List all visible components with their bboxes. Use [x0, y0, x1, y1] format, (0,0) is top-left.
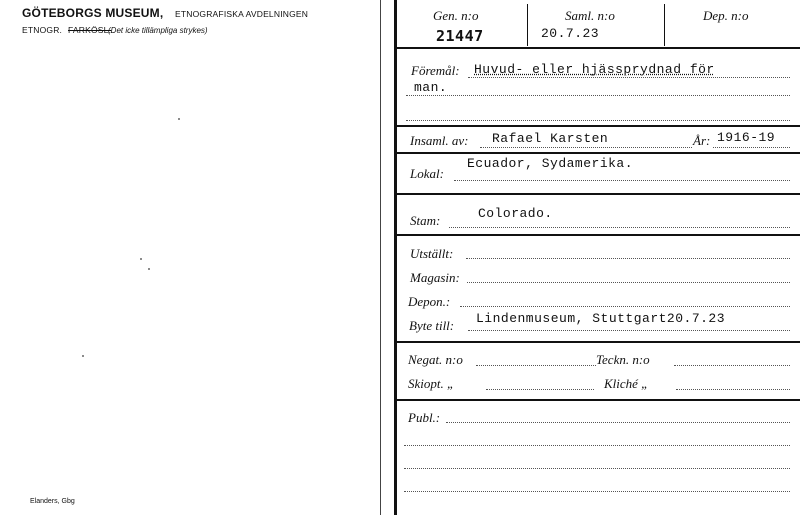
speck [178, 118, 180, 120]
saml-label: Saml. n:o [565, 8, 615, 23]
gen-saml-divider [527, 4, 528, 46]
divider [396, 152, 800, 154]
dotted-line [486, 389, 594, 390]
saml-dep-divider [664, 4, 665, 46]
speck [82, 355, 84, 357]
dotted-line [406, 95, 790, 96]
card-margin-rule [394, 0, 397, 515]
foremal-label: Föremål: [411, 63, 460, 78]
dotted-line [713, 147, 790, 148]
left-card-edge [380, 0, 381, 515]
speck [140, 258, 142, 260]
divider [396, 47, 800, 49]
lokal-label: Lokal: [410, 166, 444, 181]
dotted-line [676, 389, 790, 390]
depon-label: Depon.: [408, 294, 451, 309]
ar-label: År: [693, 133, 711, 148]
dotted-line [460, 306, 790, 307]
divider [396, 341, 800, 343]
skiopt-label: Skiopt. „ [408, 376, 455, 391]
instruction-note: (Det icke tillämpliga strykes) [108, 26, 208, 35]
magasin-label: Magasin: [410, 270, 460, 285]
struck-word: FARKÖSL. [68, 25, 112, 35]
divider [396, 234, 800, 236]
ar-value: 1916-19 [717, 130, 776, 145]
museum-name: GÖTEBORGS MUSEUM, [22, 6, 164, 20]
kliche-label: Kliché „ [604, 376, 649, 391]
dotted-line [454, 180, 790, 181]
dotted-line [674, 365, 790, 366]
dotted-line [404, 468, 790, 469]
dotted-line [468, 77, 790, 78]
dep-label: Dep. n:o [703, 8, 749, 23]
dotted-line [406, 120, 790, 121]
speck [148, 268, 150, 270]
dotted-line [466, 258, 790, 259]
saml-number: 20.7.23 [541, 26, 600, 41]
dotted-line [468, 330, 790, 331]
dotted-line [446, 422, 790, 423]
printer-imprint: Elanders, Gbg [30, 498, 75, 505]
lokal-value: Ecuador, Sydamerika. [467, 156, 634, 171]
dept-code: ETNOGR. [22, 25, 63, 35]
dotted-line [476, 365, 596, 366]
teckn-label: Teckn. n:o [596, 352, 650, 367]
gen-label: Gen. n:o [433, 8, 479, 23]
dotted-line [404, 491, 790, 492]
dotted-line [449, 227, 790, 228]
dotted-line [480, 147, 692, 148]
stam-label: Stam: [410, 213, 441, 228]
byte-value: Lindenmuseum, Stuttgart20.7.23 [476, 311, 726, 326]
dotted-line [404, 445, 790, 446]
negat-label: Negat. n:o [408, 352, 463, 367]
divider [396, 399, 800, 401]
insaml-label: Insaml. av: [410, 133, 469, 148]
dotted-line [467, 282, 790, 283]
divider [396, 193, 800, 195]
utstallt-label: Utställt: [410, 246, 454, 261]
stam-value: Colorado. [478, 206, 553, 221]
divider [396, 125, 800, 127]
foremal-text-continued: man. [414, 80, 448, 95]
foremal-text: Huvud- eller hjässprydnad för [474, 62, 715, 77]
publ-label: Publ.: [408, 410, 441, 425]
insaml-value: Rafael Karsten [492, 131, 609, 146]
gen-number: 21447 [436, 27, 484, 45]
department-name: ETNOGRAFISKA AVDELNINGEN [175, 9, 309, 19]
byte-label: Byte till: [409, 318, 455, 333]
